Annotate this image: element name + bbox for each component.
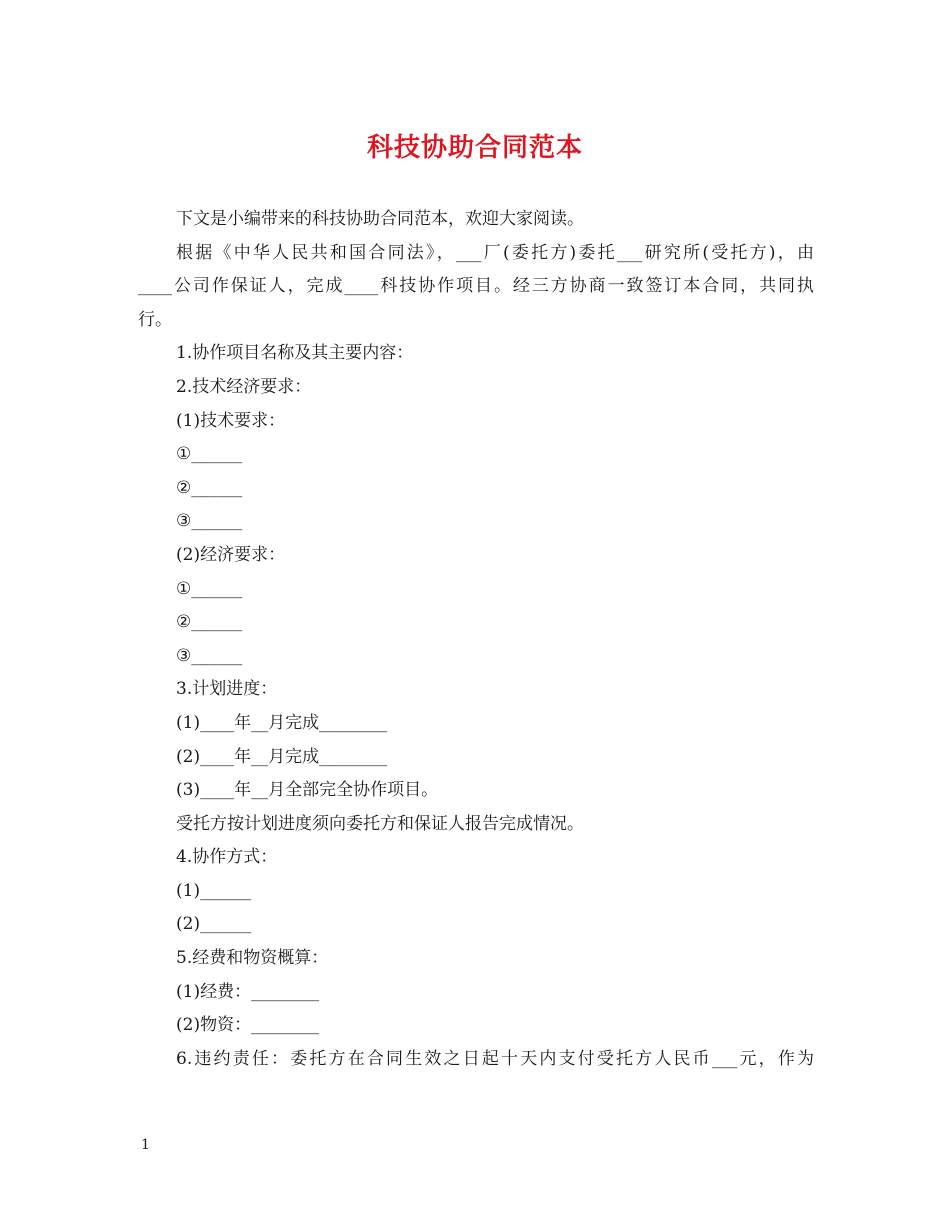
contract-preamble-line-3: 行。	[138, 309, 172, 330]
document-title: 科技协助合同范本	[366, 133, 583, 163]
list-item: ③______	[176, 645, 243, 666]
list-item: (3)____年__月全部完全协作项目。	[176, 780, 439, 801]
body-paragraph: 受托方按计划进度须向委托方和保证人报告完成情况。	[176, 813, 584, 834]
list-item: ①______	[176, 444, 243, 465]
subsection-heading: (2)经济要求：	[176, 544, 286, 565]
list-item: (2)______	[176, 914, 252, 935]
section-heading: 1.协作项目名称及其主要内容：	[176, 343, 414, 364]
list-item: (2)____年__月完成________	[176, 746, 388, 767]
list-item: (1)______	[176, 880, 252, 901]
subsection-heading: (1)技术要求：	[176, 410, 286, 431]
list-item: (2)物资：________	[176, 1015, 320, 1036]
document-body	[138, 203, 814, 1076]
list-item: ③______	[176, 511, 243, 532]
intro-paragraph: 下文是小编带来的科技协助合同范本，欢迎大家阅读。	[176, 209, 584, 229]
section-heading: 5.经费和物资概算：	[176, 948, 329, 969]
contract-preamble-line-1: 根据《中华人民共和国合同法》，___厂(委托方)委托___研究所(受托方)，由	[176, 242, 814, 263]
list-item: (1)____年__月完成________	[176, 712, 388, 733]
section-heading: 2.技术经济要求：	[176, 376, 312, 397]
list-item: (1)经费：________	[176, 981, 320, 1002]
page-number: 1	[141, 1137, 150, 1153]
section-heading: 6.违约责任：委托方在合同生效之日起十天内支付受托方人民币___元，作为	[176, 1048, 814, 1069]
list-item: ①______	[176, 578, 243, 599]
list-item: ②______	[176, 612, 243, 633]
contract-preamble-line-2: ____公司作保证人，完成____科技协作项目。经三方协商一致签订本合同，共同执	[138, 276, 814, 297]
section-heading: 4.协作方式：	[176, 847, 278, 868]
list-item: ②______	[176, 477, 243, 498]
section-heading: 3.计划进度：	[176, 679, 278, 700]
